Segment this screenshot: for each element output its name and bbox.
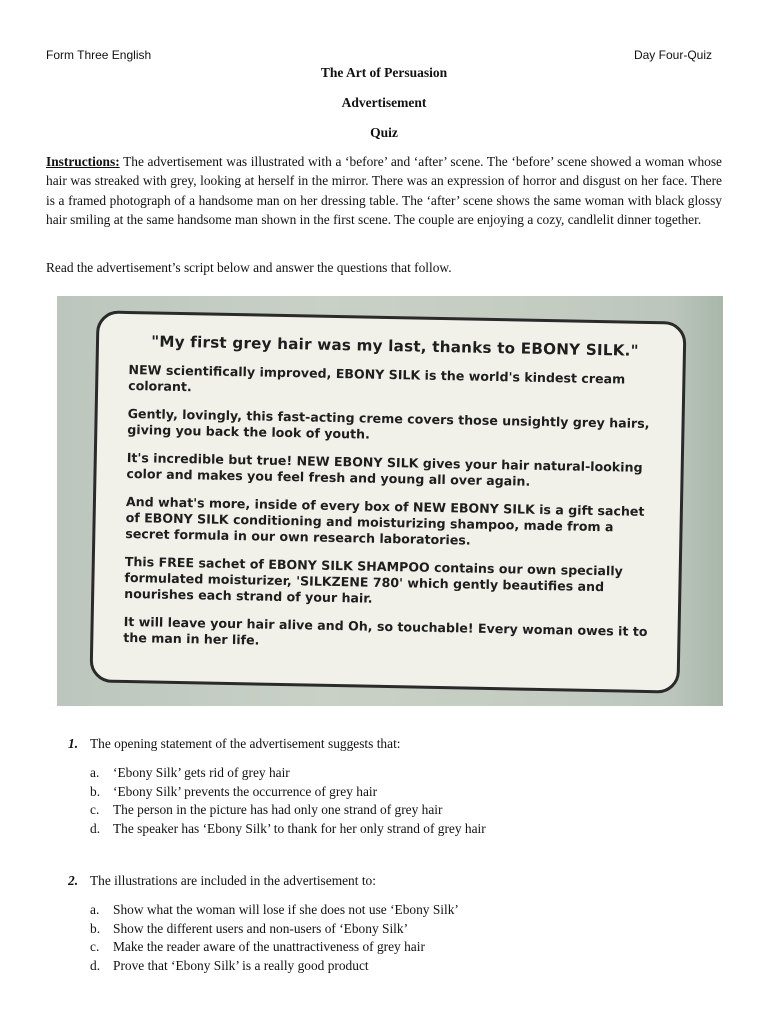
header-course: Form Three English	[46, 48, 152, 62]
instructions-text: The advertisement was illustrated with a ‘before’ and ‘after’ scene. The ‘before’ scene showed a woman whose hair was streaked with grey, looking at herself in the mirror. There was an expression of horror and disgust on her face. There is a framed photograph of a handsome man on her dressing table. The ‘after’ scene shows the same woman with black glossy hair smiling at the same handsome man shown in the first scene. The couple are enjoying a cozy, candlelit dinner together.	[46, 154, 722, 227]
option-item	[90, 764, 486, 783]
option-item	[90, 957, 459, 976]
page-subtitle: Advertisement	[341, 95, 427, 110]
ad-paragraph: This FREE sachet of EBONY SILK SHAMPOO contains our own specially formulated moisturizer, 'SILKZENE 780' which gently beautifies and nourishes each strand of your hair.	[124, 553, 623, 606]
instructions-label: Instructions:	[46, 154, 120, 169]
option-letter: b.	[90, 783, 101, 799]
advertisement-script-card	[89, 310, 686, 693]
option-letter: a.	[90, 902, 100, 917]
option-item	[90, 920, 459, 939]
question-2-options	[90, 901, 459, 976]
option-text: Make the reader aware of the unattractiveness of grey hair	[113, 939, 425, 955]
option-text: Show the different users and non-users of ‘Ebony Silk’	[113, 920, 409, 936]
option-letter: a.	[90, 765, 100, 780]
question-number: 1.	[68, 736, 79, 751]
option-letter: d.	[90, 958, 101, 974]
option-item	[90, 938, 459, 957]
question-1	[68, 736, 401, 752]
ad-paragraph: It's incredible but true! NEW EBONY SILK gives your hair natural-looking color and makes you feel fresh and young all over again.	[126, 449, 643, 489]
ad-paragraph: And what's more, inside of every box of NEW EBONY SILK is a gift sachet of EBONY SILK conditioning and moisturizing shampoo, made from a secret formula in our own research laboratories.	[125, 493, 645, 548]
ad-paragraph: It will leave your hair alive and Oh, so touchable! Every woman owes it to the man in her life.	[123, 613, 648, 648]
header-day: Day Four-Quiz	[633, 48, 712, 62]
option-letter: c.	[90, 939, 100, 955]
option-letter: d.	[90, 821, 101, 837]
ad-paragraph: Gently, lovingly, this fast-acting creme covers those unsightly grey hairs, giving you back the look of youth.	[127, 405, 650, 442]
instructions-paragraph	[46, 152, 722, 229]
option-text: Show what the woman will lose if she does not use ‘Ebony Silk’	[113, 902, 459, 917]
option-text: The person in the picture has had only one strand of grey hair	[113, 802, 443, 818]
ad-headline: "My first grey hair was my last, thanks to EBONY SILK."	[151, 332, 639, 360]
question-1-options	[90, 764, 486, 839]
option-text: Prove that ‘Ebony Silk’ is a really good product	[113, 958, 369, 974]
option-item	[90, 901, 459, 920]
advertisement-photo	[57, 296, 723, 706]
option-text: ‘Ebony Silk’ prevents the occurrence of grey hair	[113, 783, 378, 799]
question-number: 2.	[68, 873, 79, 888]
page-title: The Art of Persuasion	[320, 65, 448, 80]
question-2	[68, 873, 376, 889]
option-letter: b.	[90, 920, 101, 936]
option-text: The speaker has ‘Ebony Silk’ to thank for her only strand of grey hair	[113, 821, 486, 837]
option-item	[90, 801, 486, 820]
option-text: ‘Ebony Silk’ gets rid of grey hair	[113, 765, 290, 780]
question-text: The opening statement of the advertisement suggests that:	[90, 736, 401, 751]
option-item	[90, 783, 486, 802]
option-item	[90, 820, 486, 839]
ad-paragraph: NEW scientifically improved, EBONY SILK is the world's kindest cream colorant.	[128, 361, 626, 395]
read-instruction: Read the advertisement’s script below and answer the questions that follow.	[46, 260, 452, 275]
quiz-heading: Quiz	[370, 125, 398, 140]
option-letter: c.	[90, 802, 100, 818]
question-text: The illustrations are included in the advertisement to:	[90, 873, 376, 888]
